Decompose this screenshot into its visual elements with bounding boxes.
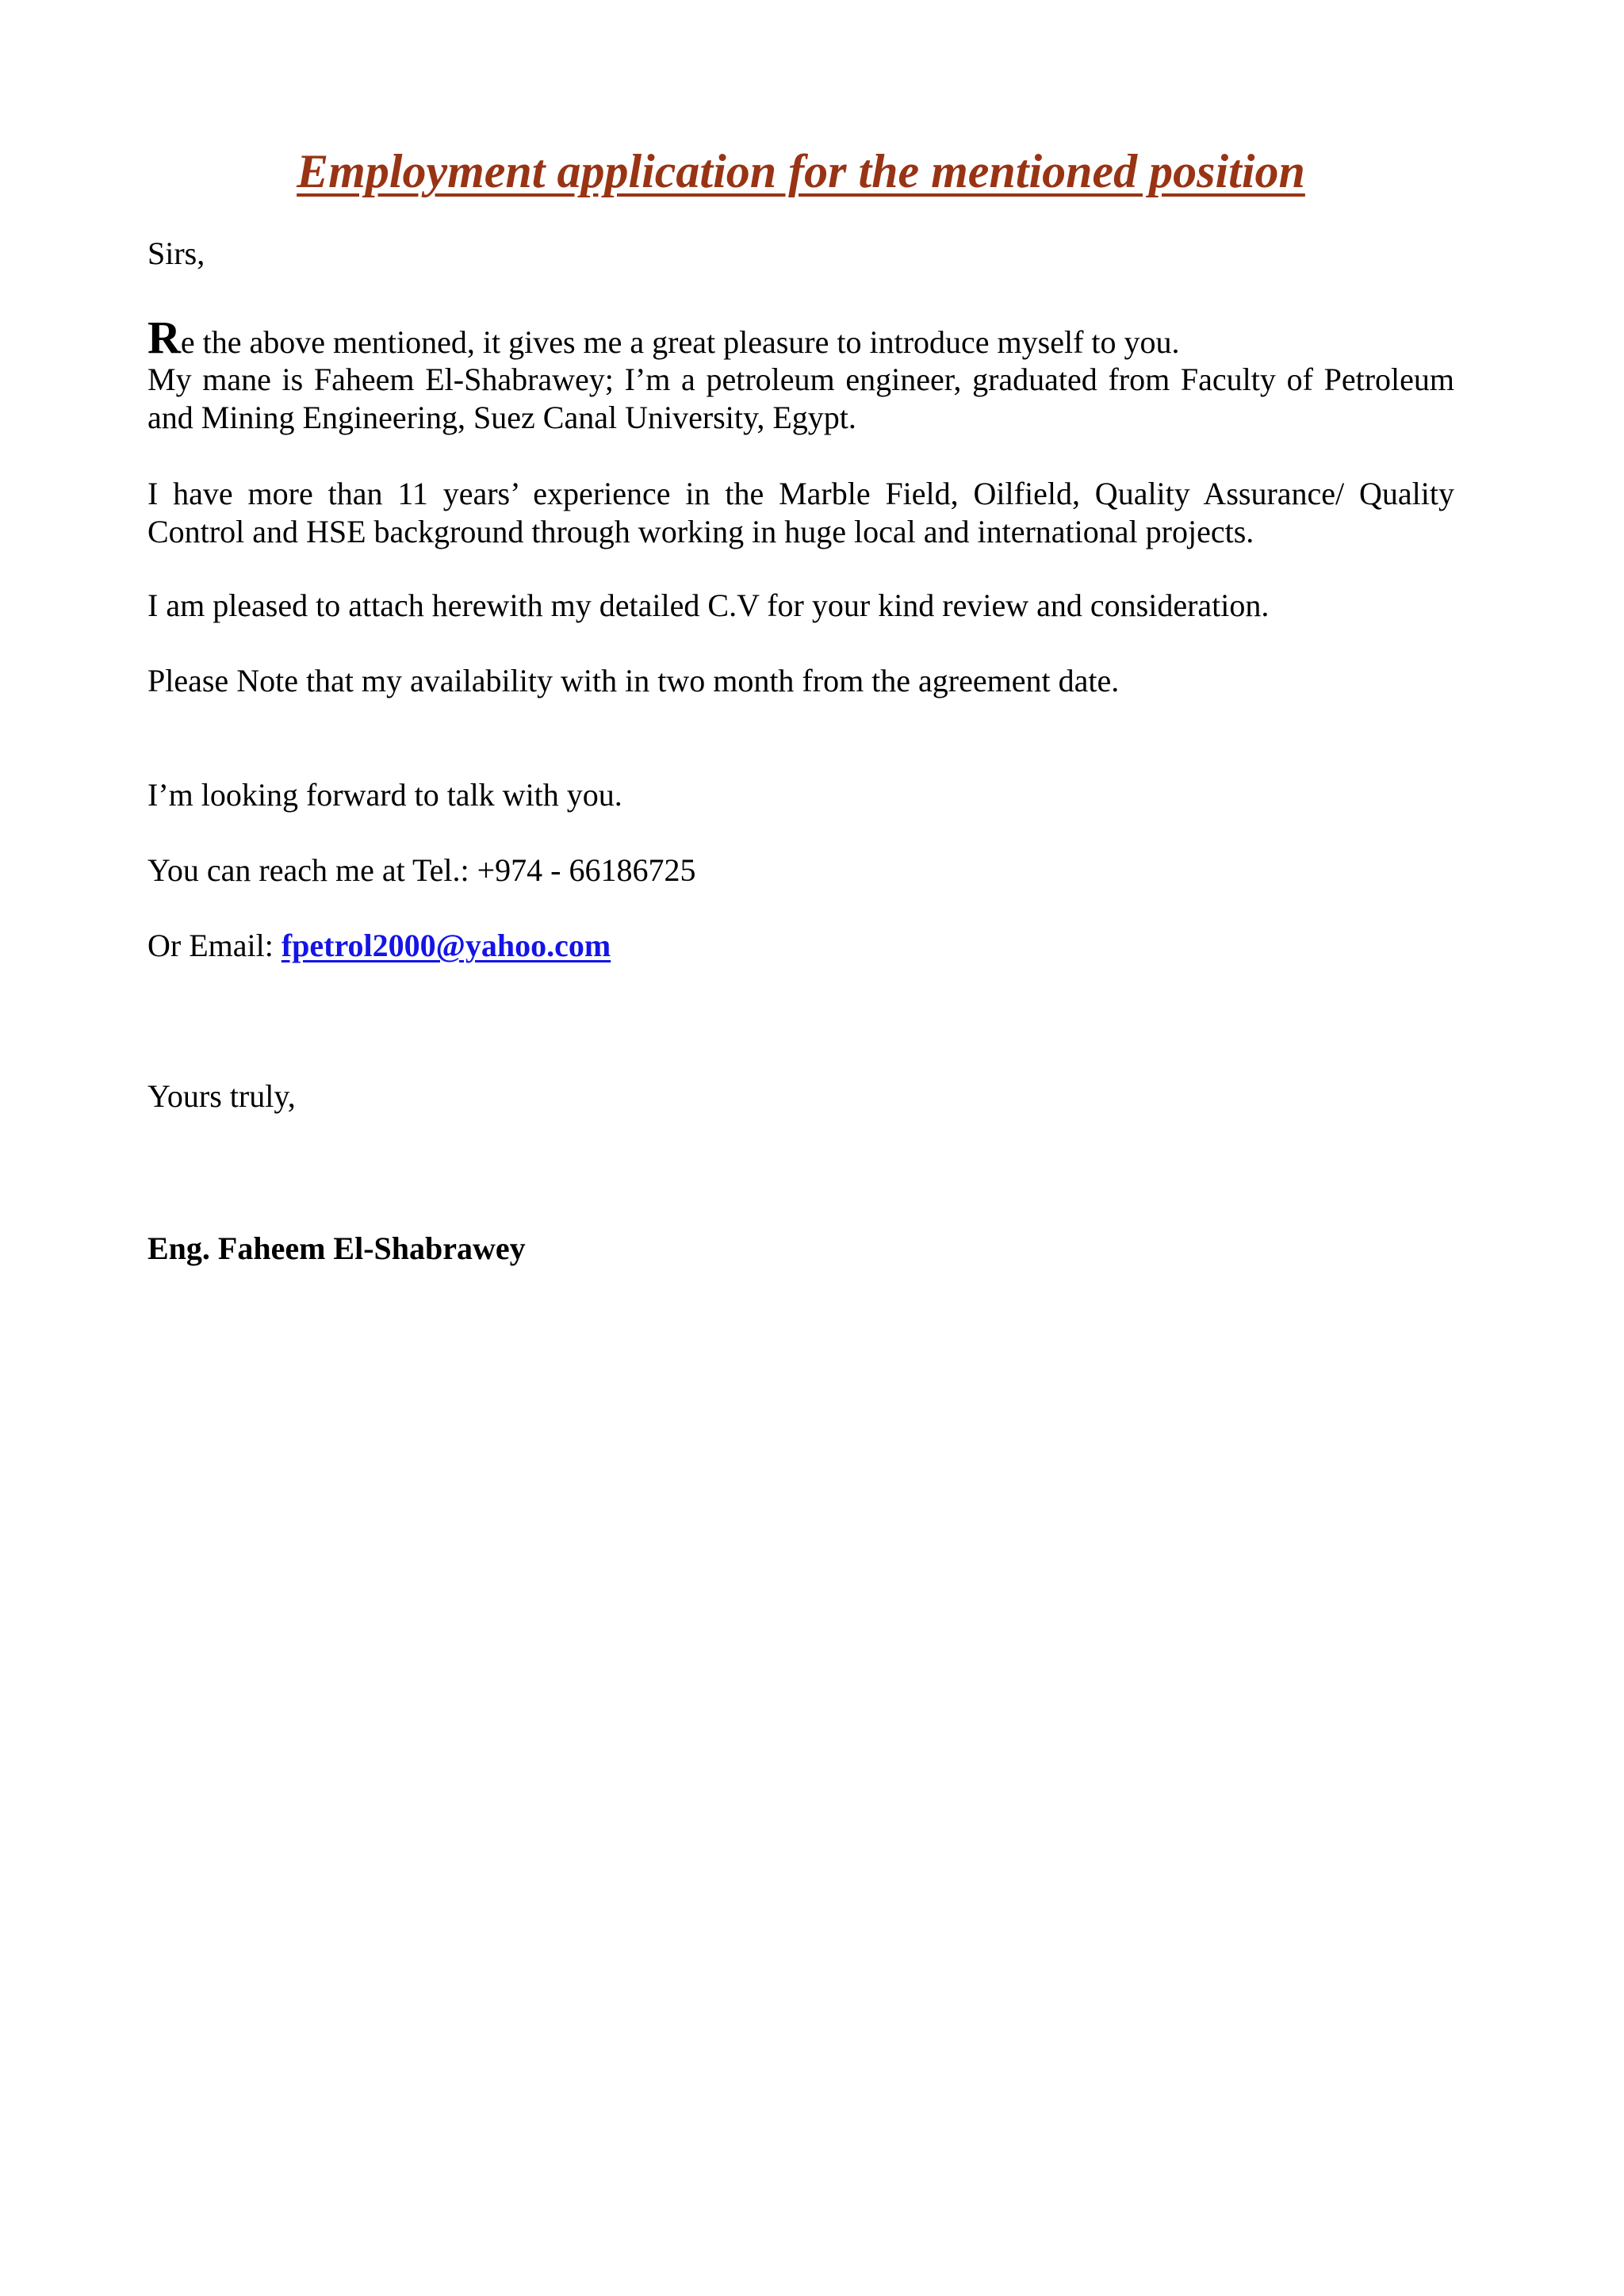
intro-paragraph: My mane is Faheem El-Shabrawey; I’m a petroleum engineer, graduated from Faculty of Petroleum and Mining Engineering, Suez Canal University, Egypt.: [147, 362, 1454, 435]
availability-paragraph: Please Note that my availability with in two month from the agreement date.: [147, 663, 1120, 698]
attachment-paragraph: I am pleased to attach herewith my detailed C.V for your kind review and consideration.: [147, 587, 1270, 623]
looking-forward-paragraph: I’m looking forward to talk with you.: [147, 777, 622, 813]
experience-paragraph: I have more than 11 years’ experience in the Marble Field, Oilfield, Quality Assurance/ Quality Control and HSE background through working in huge local and international projects.: [147, 476, 1454, 549]
email-link[interactable]: fpetrol2000@yahoo.com: [281, 928, 611, 963]
contact-email-line: [147, 927, 1454, 965]
contact-phone: You can reach me at Tel.: +974 - 66186725: [147, 852, 696, 888]
signature: Eng. Faheem El-Shabrawey: [147, 1230, 526, 1266]
email-label: Or Email:: [147, 928, 282, 963]
document-title: Employment application for the mentioned position: [297, 145, 1305, 197]
intro-first-line: [147, 312, 1454, 363]
intro-first-line-text: e the above mentioned, it gives me a great pleasure to introduce myself to you.: [180, 324, 1180, 360]
salutation: Sirs,: [147, 235, 205, 271]
dropcap-letter: R: [147, 312, 181, 363]
closing: Yours truly,: [147, 1078, 296, 1114]
